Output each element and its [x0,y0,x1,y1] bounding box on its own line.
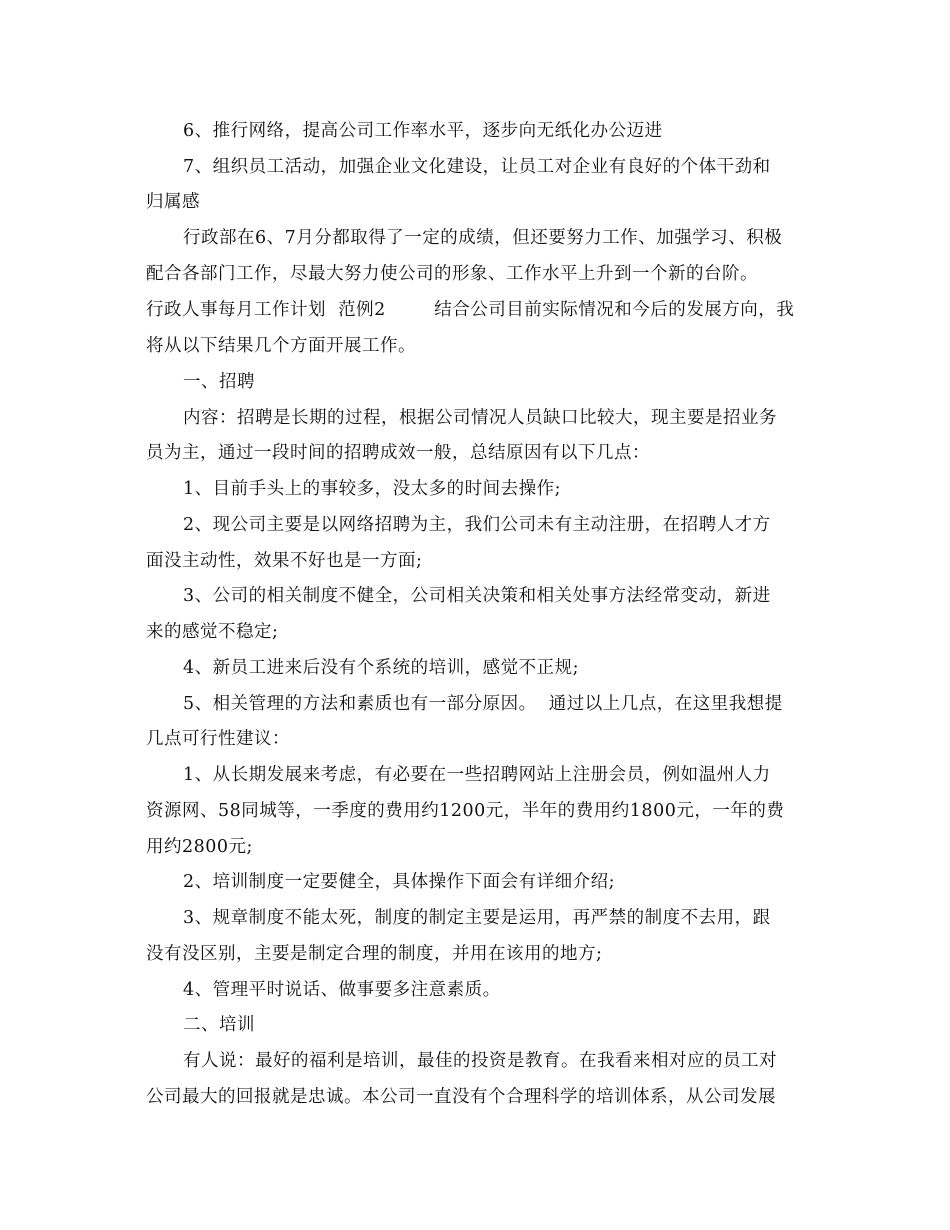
text-line: 4、管理平时说话、做事要多注意素质。 [183,980,501,1000]
section-heading: 二、培训 [183,1015,255,1035]
text-line: 2、现公司主要是以网络招聘为主，我们公司未有主动注册，在招聘人才方 [183,515,771,535]
text-line: 内容：招聘是长期的过程，根据公司情况人员缺口比较大，现主要是招业务 [183,408,777,428]
text-line: 1、目前手头上的事较多，没太多的时间去操作; [183,479,562,499]
text-line: 来的感觉不稳定; [146,622,279,642]
text-line: 资源网、58同城等，一季度的费用约1200元，半年的费用约1800元，一年的费 [146,801,785,821]
text-line: 归属感 [146,192,200,212]
text-line: 将从以下结果几个方面开展工作。 [146,336,416,356]
text-line: 7、组织员工活动，加强企业文化建设，让员工对企业有良好的个体干劲和 [183,157,771,177]
section-heading: 一、招聘 [183,372,255,392]
text-line: 5、相关管理的方法和素质也有一部分原因。 通过以上几点，在这里我想提 [183,694,783,714]
text-line: 2、培训制度一定要健全，具体操作下面会有详细介绍; [183,872,616,892]
text-line: 6、推行网络，提高公司工作率水平，逐步向无纸化办公迈进 [183,121,663,141]
text-line: 面没主动性，效果不好也是一方面; [146,551,423,571]
text-line: 配合各部门工作，尽最大努力使公司的形象、工作水平上升到一个新的台阶。 [146,264,758,284]
text-line: 公司最大的回报就是忠诚。本公司一直没有个合理科学的培训体系，从公司发展 [146,1087,776,1107]
text-line: 4、新员工进来后没有个系统的培训，感觉不正规; [183,658,580,678]
text-line: 几点可行性建议： [146,729,290,749]
text-line: 行政部在6、7月分都取得了一定的成绩，但还要努力工作、加强学习、积极 [183,228,783,248]
text-line: 1、从长期发展来考虑，有必要在一些招聘网站上注册会员，例如温州人力 [183,765,771,785]
text-line: 没有没区别，主要是制定合理的制度，并用在该用的地方; [146,944,603,964]
text-line: 用约2800元; [146,837,253,857]
text-line: 3、公司的相关制度不健全，公司相关决策和相关处事方法经常变动，新进 [183,586,771,606]
text-line: 3、规章制度不能太死，制度的制定主要是运用，再严禁的制度不去用，跟 [183,908,771,928]
text-line: 有人说：最好的福利是培训，最佳的投资是教育。在我看来相对应的员工对 [183,1051,777,1071]
text-line: 员为主，通过一段时间的招聘成效一般，总结原因有以下几点： [146,443,650,463]
text-line: 行政人事每月工作计划 范例2 结合公司目前实际情况和今后的发展方向，我 [146,300,795,320]
